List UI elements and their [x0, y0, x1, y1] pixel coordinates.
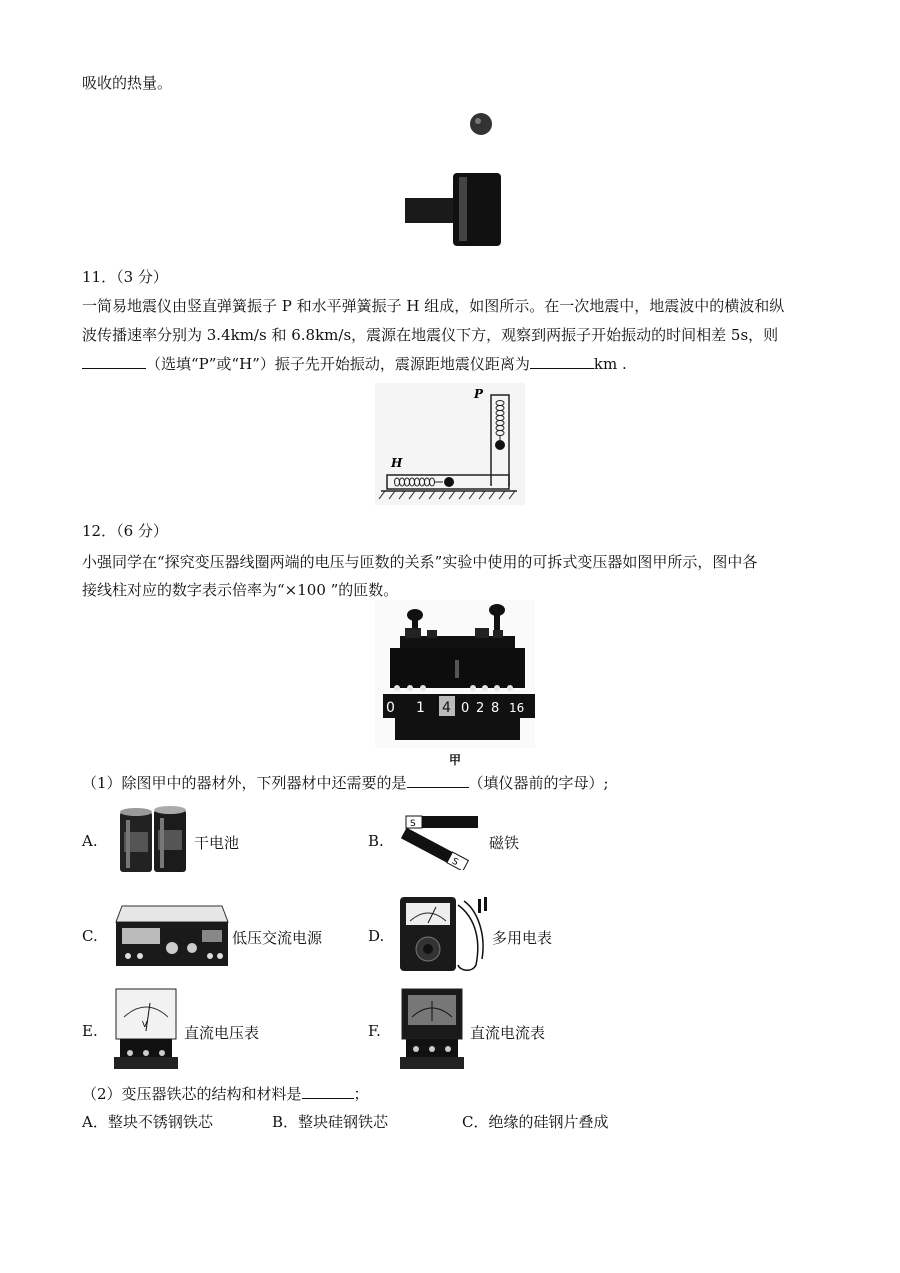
q12-sub2-text: （2）变压器铁芯的结构和材料是 — [82, 1085, 302, 1103]
q12-sub1-text: （1）除图甲中的器材外，下列器材中还需要的是 — [82, 774, 407, 792]
q12-sub1 — [82, 773, 609, 793]
svg-text:S: S — [449, 856, 460, 869]
figure-caption: 甲 — [449, 753, 462, 767]
q11-header: 11．（3 分） — [82, 268, 168, 286]
ball-shape — [470, 113, 492, 135]
terminal-digit: 2 — [476, 701, 485, 716]
label-p: P — [474, 387, 484, 401]
knob-right — [489, 604, 505, 616]
q11-line3-text: （选填“P”或“H”）振子先开始振动，震源距地震仪距离为 — [146, 355, 530, 373]
cylinder-handle — [405, 198, 455, 223]
svg-text:S: S — [410, 819, 416, 829]
q11-line3-unit: km . — [593, 355, 627, 373]
ball-cylinder-figure — [395, 105, 510, 255]
dc-voltmeter-image — [112, 987, 180, 1071]
q11-line2: 波传播速率分别为 3.4km/s 和 6.8km/s，震源在地震仪下方，观察到两振子开始振动的时间相差 5s，则 — [82, 326, 779, 344]
option-c-label: 低压交流电源 — [232, 929, 323, 947]
option-a-label: 干电池 — [194, 834, 240, 852]
answer-blank-4[interactable] — [302, 1084, 354, 1099]
terminal-digit: 1 — [416, 700, 425, 716]
svg-text:V: V — [142, 1020, 148, 1029]
option-c-letter[interactable]: C. — [82, 927, 98, 945]
transformer-figure — [375, 600, 535, 748]
terminal-digit: 4 — [442, 700, 451, 716]
option-b-letter[interactable]: B. — [368, 832, 384, 850]
q12-line2: 接线柱对应的数字表示倍率为“×100 ”的匝数。 — [82, 581, 399, 599]
q12-header: 12．（6 分） — [82, 522, 168, 540]
mass-h — [444, 477, 454, 487]
battery-image — [118, 806, 190, 876]
option-a-letter[interactable]: A. — [82, 832, 98, 850]
q12-line1: 小强同学在“探究变压器线圈两端的电压与匝数的关系”实验中使用的可拆式变压器如图甲所示，图中各 — [82, 553, 758, 571]
continued-text: 吸收的热量。 — [82, 74, 173, 92]
answer-blank-1[interactable] — [82, 354, 146, 369]
answer-blank-3[interactable] — [407, 773, 469, 788]
q12-sub2 — [82, 1084, 369, 1104]
option-e-letter[interactable]: E. — [82, 1022, 98, 1040]
seismograph-figure — [375, 383, 525, 505]
q11-line1: 一简易地震仪由竖直弹簧振子 P 和水平弹簧振子 H 组成，如图所示。在一次地震中，地震波中的横波和纵 — [82, 297, 785, 315]
option-f-label: 直流电流表 — [470, 1024, 546, 1042]
terminal-digit: 8 — [491, 701, 500, 716]
option-d-letter[interactable]: D. — [368, 927, 385, 945]
terminal-digit: 0 — [386, 700, 395, 716]
q12-sub1-text-end: （填仪器前的字母）; — [468, 774, 609, 792]
option-b-label: 磁铁 — [489, 834, 520, 852]
magnet-image — [400, 812, 484, 870]
terminal-digit: 16 — [509, 701, 525, 715]
multimeter-image — [398, 895, 488, 975]
answer-blank-2[interactable] — [530, 354, 594, 369]
label-h: H — [391, 456, 403, 470]
dc-ammeter-image — [398, 987, 466, 1071]
option-e-label: 直流电压表 — [184, 1024, 260, 1042]
choice-b[interactable]: B．整块硅钢铁芯 — [272, 1113, 389, 1131]
q12-sub2-end: ； — [353, 1085, 369, 1103]
knob-left — [407, 609, 423, 621]
ac-power-supply-image — [112, 904, 230, 970]
option-f-letter[interactable]: F. — [368, 1022, 381, 1040]
mass-p — [495, 440, 505, 450]
q11-line3 — [82, 354, 627, 374]
terminal-digit: 0 — [461, 701, 470, 716]
option-d-label: 多用电表 — [492, 929, 553, 947]
choice-a[interactable]: A．整块不锈钢铁芯 — [82, 1113, 213, 1131]
choice-c[interactable]: C．绝缘的硅钢片叠成 — [462, 1113, 609, 1131]
